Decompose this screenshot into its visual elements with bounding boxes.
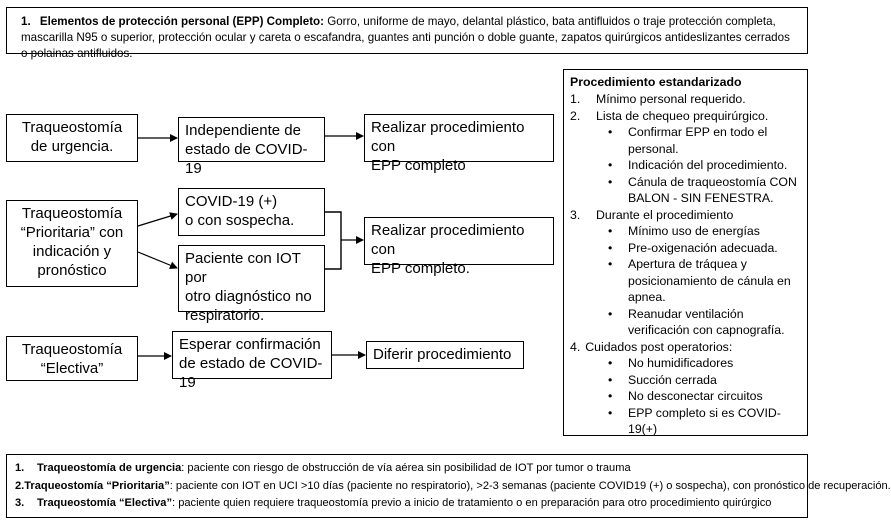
procedure-steps — [570, 91, 801, 438]
step-label: Mínimo personal requerido. — [596, 92, 746, 106]
node-realizar1-label: Realizar procedimiento con EPP completo — [371, 119, 525, 174]
footnote-row — [15, 478, 891, 496]
step-item: • Indicación del procedimiento. — [570, 157, 801, 174]
epp-number: 1. — [21, 15, 31, 28]
merge-bracket — [325, 212, 341, 269]
node-realizar-procedimiento-1 — [364, 114, 554, 174]
footnote-number: 3. — [15, 497, 25, 509]
procedure-step — [570, 339, 801, 438]
footnote-text: : paciente con riesgo de obstrucción de vía aérea sin posibilidad de IOT por tumor o trauma — [181, 462, 631, 474]
step-items — [570, 124, 801, 207]
node-esperar-label: Esperar confirmación de estado de COVID-19 — [179, 336, 323, 391]
footnote-text: : paciente con IOT en UCI >10 días (paciente no respiratorio), >2-3 semanas (paciente COVID19 (+) o sospecha), con pronóstico de recuperación. — [169, 479, 891, 492]
footnote-row — [15, 460, 799, 478]
footnote-number: 2. — [15, 479, 25, 492]
footnote-term: Traqueostomía “Prioritaria” — [24, 479, 170, 492]
arrow-prioritaria-covid — [138, 214, 177, 226]
node-traqueostomia-prioritaria — [6, 200, 138, 287]
epp-text: Gorro, uniforme de mayo, delantal plástico, bata antifluidos o traje protección completa, mascarilla N95 o superior, protección ocular y careta o escafandra, guantes anti punción o doble guante, zapatos quirúrgicos antideslizantes cerrados o polainas antifluidos. — [21, 15, 790, 60]
step-item: • No desconectar circuitos — [570, 388, 801, 405]
procedure-step — [570, 108, 801, 207]
node-iot-label: Paciente con IOT por otro diagnóstico no respiratorio. — [185, 250, 312, 324]
node-realizar2-label: Realizar procedimiento con EPP completo. — [371, 222, 525, 277]
footnote-number: 1. — [15, 462, 25, 474]
node-paciente-iot — [178, 245, 325, 324]
step-item: • Reanudar ventilación verificación con capnografía. — [570, 306, 801, 339]
procedure-panel — [563, 69, 808, 436]
node-realizar-procedimiento-2 — [364, 217, 554, 277]
node-independiente-covid — [178, 117, 325, 177]
step-number: 2. — [570, 108, 581, 123]
node-urgencia-label: Traqueostomía de urgencia. — [21, 119, 123, 155]
node-traqueostomia-electiva — [6, 336, 138, 381]
step-label: Lista de chequeo prequirúrgico. — [596, 108, 769, 123]
step-number: 3. — [570, 207, 581, 222]
arrow-prioritaria-iot — [138, 252, 177, 268]
procedure-step — [570, 207, 801, 339]
step-item: • Pre-oxigenación adecuada. — [570, 240, 801, 257]
procedure-title: Procedimiento estandarizado — [570, 75, 742, 89]
footnote-term: Traqueostomía de urgencia — [37, 462, 182, 474]
step-label: Durante el procedimiento — [596, 207, 734, 222]
node-electiva-label: Traqueostomía “Electiva” — [21, 341, 123, 377]
node-diferir-label: Diferir procedimiento — [373, 346, 512, 363]
step-number: 1. — [570, 92, 581, 106]
node-independiente-label: Independiente de estado de COVID-19 — [185, 122, 308, 177]
node-traqueostomia-urgencia — [6, 114, 138, 162]
step-item: • Cánula de traqueostomía CON BALON - SIN FENESTRA. — [570, 174, 801, 207]
node-diferir-procedimiento — [366, 341, 524, 369]
step-items — [570, 355, 801, 438]
node-covid-label: COVID-19 (+) o con sospecha. — [185, 193, 295, 229]
step-number: 4. — [570, 339, 581, 354]
node-covid-positivo — [178, 188, 325, 236]
node-esperar-confirmacion — [172, 331, 332, 391]
step-item: • No humidificadores — [570, 355, 801, 372]
footnote-row — [15, 495, 799, 513]
step-items — [570, 223, 801, 339]
procedure-step — [570, 91, 801, 108]
footnote-term: Traqueostomía “Electiva” — [37, 497, 173, 509]
step-item: • Apertura de tráquea y posicionamiento de cánula en apnea. — [570, 256, 801, 306]
step-item: • EPP completo si es COVID-19(+) — [570, 405, 801, 438]
step-item: • Confirmar EPP en todo el personal. — [570, 124, 801, 157]
node-prioritaria-label: Traqueostomía “Prioritaria” con indicación y pronóstico — [20, 205, 124, 279]
definitions-footnotes — [6, 454, 891, 518]
epp-lead: Elementos de protección personal (EPP) Completo: — [39, 15, 324, 28]
step-item: • Mínimo uso de energías — [570, 223, 801, 240]
footnote-text: : paciente quien requiere traqueostomía previo a inicio de tratamiento o en preparación para otro procedimiento quirúrgico — [172, 497, 772, 509]
step-label: Cuidados post operatorios: — [585, 339, 733, 354]
step-item: • Succión cerrada — [570, 372, 801, 389]
